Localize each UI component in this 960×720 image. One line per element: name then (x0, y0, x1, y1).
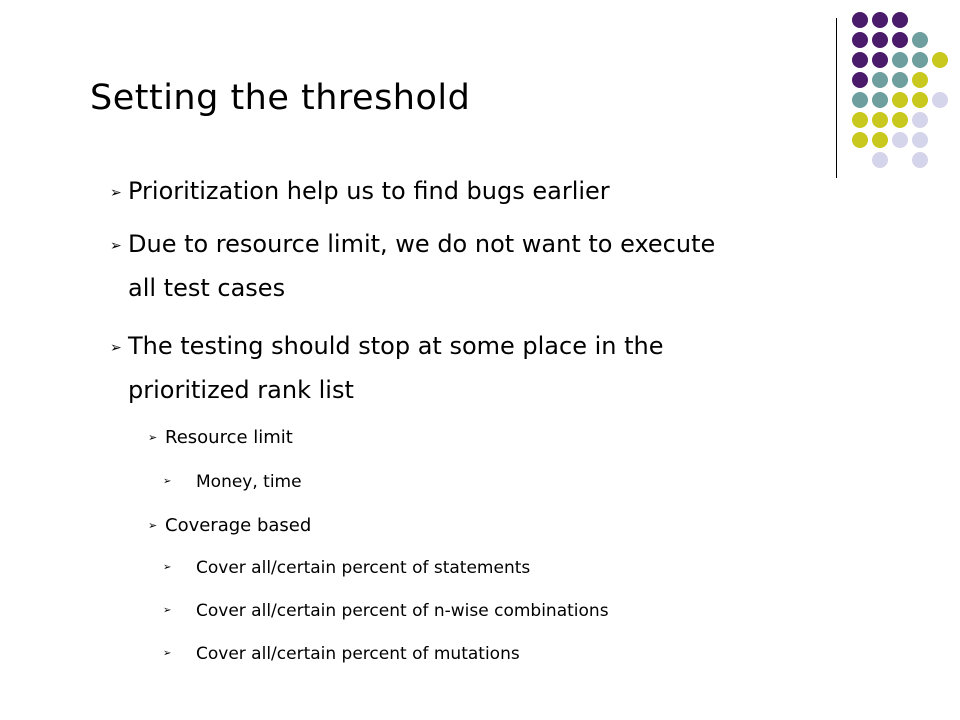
bullet-arrow-icon: ➢ (110, 340, 122, 356)
bullet-text: Prioritization help us to find bugs earlier (128, 177, 610, 205)
bullet-text: Cover all/certain percent of statements (196, 558, 531, 578)
decor-dot (912, 32, 928, 48)
bullet-text: Coverage based (165, 515, 312, 536)
decor-dot (892, 32, 908, 48)
decor-dot (872, 152, 888, 168)
vertical-divider (836, 18, 837, 178)
bullet-arrow-icon: ➢ (110, 185, 122, 201)
bullet-arrow-icon: ➢ (163, 562, 172, 573)
decor-dot (852, 92, 868, 108)
bullet-text: Money, time (196, 472, 302, 492)
decor-dot (892, 52, 908, 68)
decor-dot (892, 12, 908, 28)
decor-dot (852, 72, 868, 88)
bullet-text: Due to resource limit, we do not want to execute (128, 230, 716, 258)
decor-dot (872, 72, 888, 88)
decor-dot (872, 12, 888, 28)
decor-dot (852, 12, 868, 28)
decor-dot (872, 132, 888, 148)
decor-dot (852, 112, 868, 128)
decor-dot (872, 92, 888, 108)
decor-dot (892, 92, 908, 108)
decor-dot (912, 72, 928, 88)
bullet-arrow-icon: ➢ (110, 238, 122, 254)
bullet-arrow-icon: ➢ (163, 605, 172, 616)
bullet-arrow-icon: ➢ (163, 648, 172, 659)
bullet-text: prioritized rank list (128, 376, 354, 404)
decor-dot (932, 92, 948, 108)
decor-dot (892, 132, 908, 148)
decor-dot (872, 112, 888, 128)
decor-dot (852, 132, 868, 148)
decor-dot (892, 112, 908, 128)
decor-dot (852, 52, 868, 68)
bullet-arrow-icon: ➢ (148, 431, 158, 444)
bullet-arrow-icon: ➢ (148, 519, 158, 532)
decor-dot (852, 32, 868, 48)
decor-dot (912, 152, 928, 168)
bullet-text: Resource limit (165, 427, 293, 448)
decor-dot (912, 112, 928, 128)
bullet-arrow-icon: ➢ (163, 476, 172, 487)
bullet-text: Cover all/certain percent of n-wise combinations (196, 601, 609, 621)
slide-title: Setting the threshold (90, 78, 471, 118)
bullet-text: Cover all/certain percent of mutations (196, 644, 520, 664)
decor-dot (872, 52, 888, 68)
decor-dot (912, 52, 928, 68)
decor-dot (912, 92, 928, 108)
decor-dot (872, 32, 888, 48)
bullet-text: all test cases (128, 274, 286, 302)
decor-dot (912, 132, 928, 148)
decor-dot (892, 72, 908, 88)
bullet-text: The testing should stop at some place in the (128, 332, 664, 360)
dot-grid-decoration (852, 12, 952, 162)
decor-dot (932, 52, 948, 68)
